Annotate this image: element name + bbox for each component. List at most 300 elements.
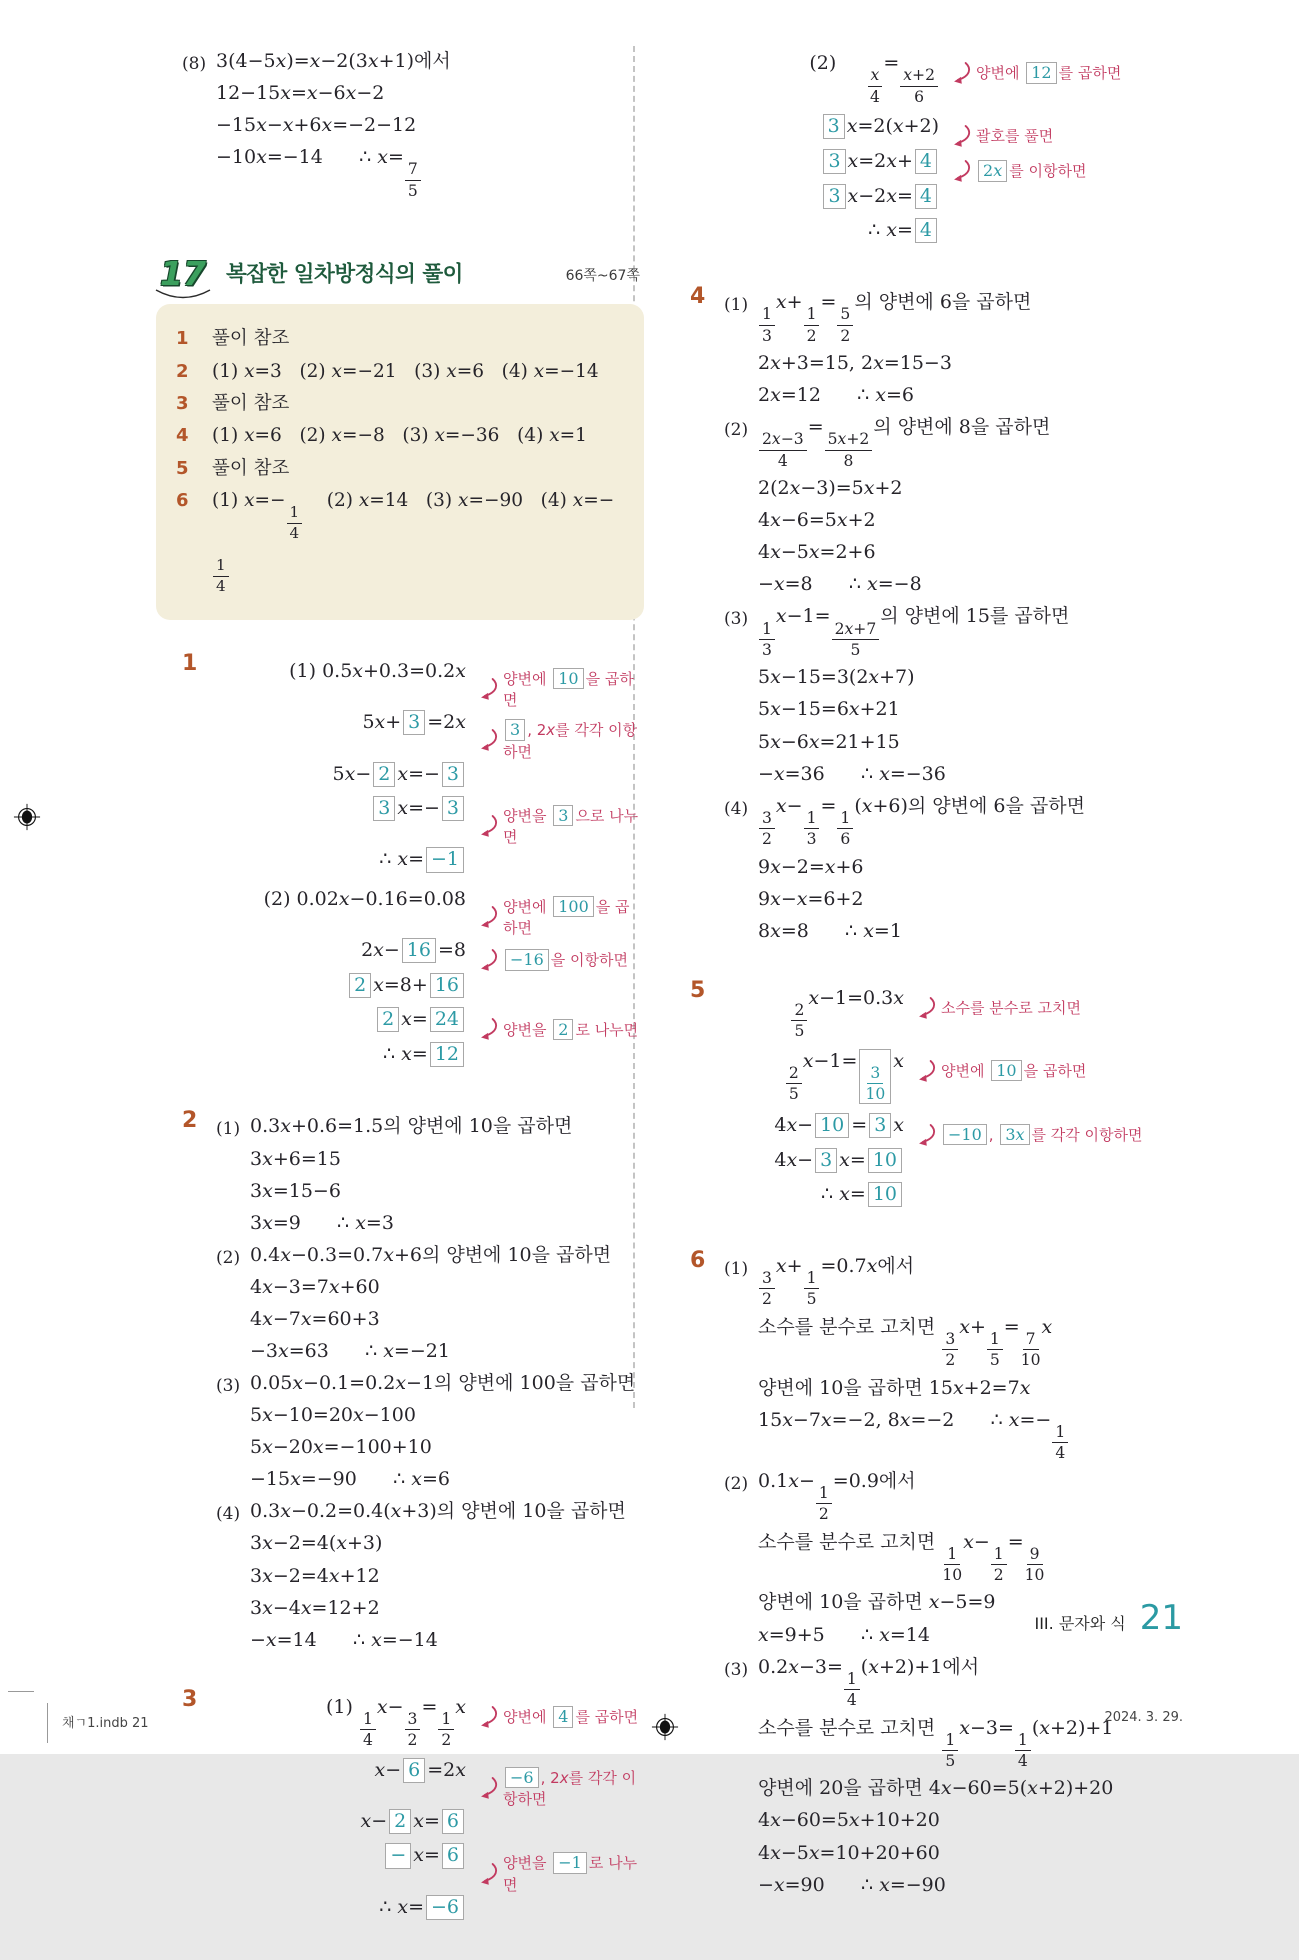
fraction xyxy=(786,1065,802,1103)
item-label: (1) xyxy=(724,295,749,316)
step-annotation xyxy=(916,995,1081,1021)
fraction-numerator: 3 xyxy=(405,1711,421,1730)
equation-line: 4x−5x=10+20+60 xyxy=(758,1841,940,1864)
equation-line: ∴ x= −1 xyxy=(216,847,466,872)
fraction-numerator: 5x+2 xyxy=(825,431,873,450)
fraction-denominator: 6 xyxy=(914,87,925,106)
equation-line: −3x=63 ∴ x=−21 xyxy=(250,1339,450,1362)
annotation-text: 양변에 4 를 곱하면 xyxy=(503,1707,639,1726)
equation-line: −15x=−90 ∴ x=6 xyxy=(250,1468,450,1491)
solution-block xyxy=(724,604,1252,786)
print-file-label: 채ㄱ1.indb 21 xyxy=(62,1716,149,1731)
fraction xyxy=(868,67,883,105)
item-label: (4) xyxy=(724,798,749,819)
curved-arrow-icon xyxy=(478,1016,498,1042)
fraction-numerator: 1 xyxy=(804,1270,820,1289)
boxed-value: 3 xyxy=(373,796,395,821)
equation-line: −x=90 ∴ x=−90 xyxy=(758,1873,946,1896)
curved-arrow-icon xyxy=(478,813,498,839)
fraction-numerator: 1 xyxy=(991,1546,1007,1565)
fraction-numerator: x+2 xyxy=(900,67,938,86)
boxed-value: 3 xyxy=(505,719,525,741)
fraction xyxy=(1052,1424,1068,1462)
item-label: (1) xyxy=(216,1119,241,1140)
unit-header xyxy=(156,254,640,294)
curved-arrow-icon xyxy=(951,60,971,86)
equation-line: 0.1x− $\frac{1}{2}$ =0.9에서 xyxy=(758,1469,916,1524)
boxed-value: 3 xyxy=(403,710,425,735)
equation-line: 소수를 분수로 고치면 $\frac{1}{10}$ x− $\frac{1}{2}$ = $\frac{9}{10}$ xyxy=(758,1530,1045,1585)
annotation-text: −16 을 이항하면 xyxy=(503,949,628,971)
fraction-denominator: 2 xyxy=(762,830,772,849)
left-solutions xyxy=(182,650,640,1934)
annotation-text: 괄호를 풀면 xyxy=(976,127,1054,146)
boxed-value: 16 xyxy=(402,938,436,963)
curved-arrow-icon xyxy=(478,1861,498,1887)
fraction-denominator: 3 xyxy=(762,326,772,345)
answer-number: 6 xyxy=(176,490,189,512)
curved-arrow-icon xyxy=(478,727,498,753)
fraction-numerator: 3 xyxy=(759,1270,775,1289)
answer-text: 풀이 참조 xyxy=(212,392,290,414)
unit-number: 17 xyxy=(160,254,206,294)
solution-block xyxy=(724,290,1252,408)
equation-line: 0.3x+0.6=1.5의 양변에 10을 곱하면 xyxy=(250,1115,573,1138)
fraction xyxy=(1025,1546,1045,1584)
curved-arrow-icon xyxy=(916,995,936,1021)
fraction xyxy=(804,810,820,848)
fraction-denominator: 8 xyxy=(843,451,854,470)
fraction-numerator: 1 xyxy=(759,306,775,325)
fraction-denominator: 5 xyxy=(945,1752,956,1771)
boxed-value: 4 xyxy=(553,1706,573,1728)
curved-arrow-icon xyxy=(916,1122,936,1148)
fraction-numerator: 1 xyxy=(804,306,820,325)
curved-arrow-icon xyxy=(478,947,498,973)
equation-line: 양변에 10을 곱하면 15x+2=7x xyxy=(758,1376,1031,1399)
solution-section xyxy=(182,1107,640,1659)
item-label: (3) xyxy=(216,1376,241,1397)
boxed-value: 6 xyxy=(442,1809,464,1834)
fraction xyxy=(900,67,938,105)
answer-row xyxy=(176,424,624,448)
fraction-numerator: 1 xyxy=(987,1331,1003,1350)
step-annotation xyxy=(478,896,640,939)
fraction-denominator: 5 xyxy=(850,641,861,660)
fraction-numerator: 1 xyxy=(837,810,853,829)
fraction xyxy=(844,1671,860,1709)
equation-line: 3x=9 ∴ x=3 xyxy=(250,1211,394,1234)
solution-step xyxy=(724,149,1252,181)
fraction-denominator: 2 xyxy=(840,326,851,345)
unit-title: 복잡한 일차방정식의 풀이 xyxy=(226,262,463,288)
boxed-value: 2x xyxy=(978,160,1007,182)
curved-arrow-icon xyxy=(478,1775,498,1801)
equation-line: 4x−6=5x+2 xyxy=(758,509,876,532)
fraction-numerator: 1 xyxy=(1052,1424,1068,1443)
answer-row xyxy=(176,327,624,351)
equation-line: 5x+ 3 =2x xyxy=(216,710,466,735)
equation-line: $\frac{3}{2}$ x− $\frac{1}{3}$ = $\frac{1}{6}$ (x+6)의 양변에 6을 곱하면 xyxy=(758,794,1252,848)
boxed-value: 3 xyxy=(869,1113,891,1138)
boxed-value: 3 xyxy=(553,805,573,827)
solution-block xyxy=(724,986,1252,1207)
fraction-numerator: 9 xyxy=(1027,1546,1043,1565)
equation-line: 5x− 2 x=− 3 xyxy=(216,762,466,787)
solution-step xyxy=(216,659,640,710)
equation-line: 9x−2=x+6 xyxy=(758,855,864,878)
solution-section xyxy=(690,1247,1252,1905)
badge-underline-arc-icon xyxy=(154,288,212,302)
fraction xyxy=(759,810,775,848)
boxed-value: 24 xyxy=(430,1007,464,1032)
fraction-numerator: 1 xyxy=(816,1485,832,1504)
equation-line: −x=8 ∴ x=−8 xyxy=(758,573,922,596)
boxed-value: 4 xyxy=(915,218,937,243)
registration-mark-icon xyxy=(13,803,41,835)
equation-line: 8x=8 ∴ x=1 xyxy=(758,919,902,942)
solution-block xyxy=(724,1655,1252,1898)
fraction xyxy=(804,1270,820,1308)
section-body xyxy=(216,650,640,1082)
equation-line: 5x−15=3(2x+7) xyxy=(758,666,915,689)
equation-line: −10x=−14 ∴ x= $\frac{7}{5}$ xyxy=(216,145,640,199)
annotation-text: 양변에 10 을 곱하면 xyxy=(503,668,634,710)
fraction-numerator: 1 xyxy=(804,810,820,829)
equation-line: x− 2 x= 6 xyxy=(216,1809,466,1834)
left-column xyxy=(160,42,640,1960)
fraction-denominator: 2 xyxy=(407,1731,418,1750)
boxed-value: 6 xyxy=(403,1758,425,1783)
step-annotation xyxy=(916,1058,1086,1084)
equation-line: 15x−7x=−2, 8x=−2 ∴ x=− $\frac{1}{4}$ xyxy=(758,1408,1252,1462)
annotation-text: 양변을 3 으로 나누면 xyxy=(503,805,639,847)
step-annotation xyxy=(478,805,640,848)
step-annotation xyxy=(916,1122,1143,1148)
fraction xyxy=(942,1732,958,1770)
equation-line: 3x−2=4(x+3) xyxy=(250,1532,383,1555)
right-column xyxy=(690,42,1252,1931)
step-annotation xyxy=(478,1852,640,1895)
solution-step xyxy=(216,762,640,787)
fraction-numerator: 2x+7 xyxy=(832,621,880,640)
boxed-value: 100 xyxy=(553,896,594,918)
fraction-numerator: 1 xyxy=(213,558,229,577)
section-body xyxy=(216,1686,640,1934)
boxed-value xyxy=(859,1049,891,1104)
item-label: (3) xyxy=(724,609,749,630)
boxed-value: 10 xyxy=(815,1113,849,1138)
section-number: 4 xyxy=(690,284,706,310)
equation-line: 5x−6x=21+15 xyxy=(758,730,900,753)
equation-line: 4x− 3 x= 10 xyxy=(724,1148,904,1173)
equation-line: −x=14 ∴ x=−14 xyxy=(250,1628,438,1651)
solution-block xyxy=(216,659,640,873)
answer-summary-box xyxy=(156,304,644,620)
section-body xyxy=(724,42,1252,257)
annotation-text: 양변을 −1 로 나누면 xyxy=(503,1853,638,1894)
equation-line: 12−15x=x−6x−2 xyxy=(216,82,385,105)
equation-line: ∴ x= 10 xyxy=(724,1182,904,1207)
fraction-denominator: 10 xyxy=(942,1566,963,1585)
equation-line: 5x−15=6x+21 xyxy=(758,698,900,721)
fraction-numerator: 2x−3 xyxy=(759,431,807,450)
fraction-numerator: 1 xyxy=(944,1546,960,1565)
boxed-value: 10 xyxy=(553,668,583,690)
previous-problem-solution xyxy=(182,49,640,199)
solution-block xyxy=(216,1114,640,1235)
curved-arrow-icon xyxy=(478,904,498,930)
answer-number: 4 xyxy=(176,425,189,447)
fraction xyxy=(287,505,303,542)
equation-line: 3x−2=4x+12 xyxy=(250,1564,380,1587)
step-annotation xyxy=(478,668,640,711)
answer-text: (1) x=3 (2) x=−21 (3) x=6 (4) x=−14 xyxy=(212,360,599,382)
solution-block xyxy=(216,1243,640,1364)
fraction-denominator: 5 xyxy=(806,1290,817,1309)
fraction-denominator: 4 xyxy=(1055,1444,1066,1463)
equation-line: 0.3x−0.2=0.4(x+3)의 양변에 10을 곱하면 xyxy=(250,1500,626,1523)
solution-step xyxy=(216,1895,640,1920)
solution-block xyxy=(216,1499,640,1652)
annotation-text: 소수를 분수로 고치면 xyxy=(941,999,1081,1018)
fraction-numerator: 7 xyxy=(1023,1331,1039,1350)
fraction xyxy=(405,1711,421,1749)
fraction xyxy=(865,1065,885,1103)
boxed-value: 3 xyxy=(823,184,845,209)
answer-number: 5 xyxy=(176,457,189,479)
fraction xyxy=(816,1485,832,1523)
equation-line: 3 x=− 3 xyxy=(216,796,466,821)
annotation-text: 양변을 2 로 나누면 xyxy=(503,1019,639,1039)
boxed-value: −6 xyxy=(505,1767,539,1789)
fraction-numerator: 2 xyxy=(786,1065,802,1084)
answer-row xyxy=(176,489,624,595)
equation-line: 3x−4x=12+2 xyxy=(250,1596,380,1619)
section-body xyxy=(724,283,1252,951)
annotation-text: 2x 를 이항하면 xyxy=(976,160,1086,182)
fraction xyxy=(405,161,421,199)
equation-line: (1) $\frac{1}{4}$ x− $\frac{3}{2}$ = $\frac{1}{2}$ x xyxy=(326,1695,466,1750)
fraction xyxy=(832,621,880,659)
curved-arrow-icon xyxy=(478,676,498,702)
fraction xyxy=(825,431,873,469)
answer-row xyxy=(176,457,624,481)
boxed-value: 2 xyxy=(389,1809,411,1834)
solution-step xyxy=(724,986,1252,1040)
equation-line: (2) $\frac{x}{4}$ = $\frac{x+2}{6}$ xyxy=(724,51,939,105)
fraction-denominator: 4 xyxy=(1017,1752,1028,1771)
fraction xyxy=(837,810,853,848)
fraction-numerator: 7 xyxy=(405,161,421,180)
fraction xyxy=(942,1546,962,1584)
boxed-value: 6 xyxy=(442,1843,464,1868)
step-annotation xyxy=(478,947,628,973)
boxed-value: 10 xyxy=(868,1148,902,1173)
boxed-value: 3 xyxy=(815,1148,837,1173)
solution-block xyxy=(216,1695,640,1920)
print-date-label: 2024. 3. 29. xyxy=(1104,1710,1183,1725)
solution-section xyxy=(690,977,1252,1221)
boxed-value: −1 xyxy=(426,847,464,872)
boxed-value: 12 xyxy=(1026,62,1056,84)
solution-section xyxy=(182,650,640,1082)
answer-text: (1) x=− $\frac{1}{4}$ (2) x=14 (3) x=−90 (4) x=− $\frac{1}{4}$ xyxy=(212,490,615,595)
equation-line: 양변에 20을 곱하면 4x−60=5(x+2)+20 xyxy=(758,1777,1114,1800)
fraction xyxy=(213,555,229,595)
fraction xyxy=(1021,1331,1041,1369)
boxed-value: 10 xyxy=(868,1182,902,1207)
fraction-denominator: 2 xyxy=(762,1290,772,1309)
fraction xyxy=(991,1546,1007,1584)
section-number xyxy=(690,42,724,257)
equation-line: $\frac{3}{2}$ x+ $\frac{1}{5}$ =0.7x에서 xyxy=(758,1254,1252,1308)
boxed-value: 3 xyxy=(823,114,845,139)
solution-step xyxy=(216,1843,640,1894)
unit-page-range: 66쪽~67쪽 xyxy=(565,268,640,285)
section-body xyxy=(216,1107,640,1659)
equation-line: (1) 0.5x+0.3=0.2x xyxy=(289,659,466,682)
equation-line: −x=36 ∴ x=−36 xyxy=(758,762,946,785)
boxed-value: −1 xyxy=(553,1852,587,1874)
fraction-denominator: 2 xyxy=(441,1731,452,1750)
step-annotation xyxy=(478,1704,638,1730)
solution-step xyxy=(216,1809,640,1834)
answer-number: 3 xyxy=(176,392,189,414)
fraction-denominator: 5 xyxy=(989,1351,1000,1370)
fraction-denominator: 2 xyxy=(945,1351,956,1370)
boxed-value: 2 xyxy=(553,1019,573,1041)
answer-text: (1) x=6 (2) x=−8 (3) x=−36 (4) x=1 xyxy=(212,425,587,447)
solution-step xyxy=(216,1695,640,1749)
equation-line: $\frac{1}{3}$ x−1= $\frac{2x+7}{5}$ 의 양변에 15를 곱하면 xyxy=(758,604,1252,658)
boxed-value: 2 xyxy=(373,762,395,787)
page-number: 21 xyxy=(1139,1598,1183,1638)
fraction xyxy=(987,1331,1003,1369)
section-number: 3 xyxy=(182,1686,198,1712)
section-number: 5 xyxy=(690,977,706,1003)
boxed-value: −10 xyxy=(943,1124,987,1146)
fraction-numerator: 1 xyxy=(759,621,775,640)
equation-line: 9x−x=6+2 xyxy=(758,887,864,910)
fraction-numerator: 1 xyxy=(844,1671,860,1690)
step-annotation xyxy=(478,719,640,762)
equation-line: 2x− 16 =8 xyxy=(216,938,466,963)
solution-step xyxy=(216,847,640,872)
fraction-numerator: 3 xyxy=(867,1065,883,1084)
equation-line: 2 x= 24 xyxy=(216,1007,466,1032)
fraction-denominator: 10 xyxy=(1024,1566,1045,1585)
fraction-denominator: 5 xyxy=(794,1022,805,1041)
equation-line: 0.05x−0.1=0.2x−1의 양변에 100을 곱하면 xyxy=(250,1372,636,1395)
fraction-denominator: 4 xyxy=(846,1691,857,1710)
boxed-value: −6 xyxy=(426,1895,464,1920)
fraction xyxy=(942,1331,958,1369)
boxed-value: 4 xyxy=(915,149,937,174)
section-body xyxy=(724,1247,1252,1905)
annotation-text: −10 , 3x 를 각각 이항하면 xyxy=(941,1124,1143,1146)
curved-arrow-icon xyxy=(478,1704,498,1730)
fraction xyxy=(759,431,807,469)
boxed-value: −16 xyxy=(505,949,549,971)
fraction-denominator: 10 xyxy=(865,1085,886,1104)
solution-block xyxy=(724,1254,1252,1462)
item-label: (2) xyxy=(724,1473,749,1494)
step-annotation xyxy=(951,158,1086,184)
fraction xyxy=(759,306,775,344)
solution-block xyxy=(216,1371,640,1492)
curved-arrow-icon xyxy=(916,1058,936,1084)
boxed-value: 10 xyxy=(991,1060,1021,1082)
fraction-numerator: 1 xyxy=(438,1711,454,1730)
equation-line: (2) 0.02x−0.16=0.08 xyxy=(263,887,466,910)
equation-line: 4x−7x=60+3 xyxy=(250,1307,380,1330)
section-body xyxy=(724,977,1252,1221)
fraction-numerator: 1 xyxy=(1015,1732,1031,1751)
answer-row xyxy=(176,360,624,384)
equation-line: 5x−20x=−100+10 xyxy=(250,1436,432,1459)
boxed-value: − xyxy=(385,1843,411,1868)
fraction-numerator: 2 xyxy=(791,1002,807,1021)
fraction-denominator: 2 xyxy=(993,1566,1004,1585)
equation-line: ∴ x= 4 xyxy=(724,218,939,243)
solution-step xyxy=(216,710,640,761)
annotation-text: 양변에 12 를 곱하면 xyxy=(976,63,1122,83)
boxed-value: 3 xyxy=(442,796,464,821)
equation-line: 3x=15−6 xyxy=(250,1179,341,1202)
equation-line: $\frac{2}{5}$ x−1=0.3x xyxy=(724,986,904,1040)
solution-step xyxy=(216,973,640,998)
chapter-label: III. 문자와 식 xyxy=(1034,1614,1126,1633)
fraction xyxy=(791,1002,807,1040)
boxed-value: 4 xyxy=(915,184,937,209)
print-crop-line xyxy=(47,1703,48,1743)
item-label: (8) xyxy=(182,54,207,74)
solution-step xyxy=(724,1148,1252,1173)
equation-line: 3 x−2x= 4 xyxy=(724,184,939,209)
section-number: 1 xyxy=(182,650,198,676)
equation-line: 소수를 분수로 고치면 $\frac{1}{5}$ x−3= $\frac{1}{4}$ (x+2)+1 xyxy=(758,1716,1114,1771)
boxed-value: 2 xyxy=(349,973,371,998)
fraction xyxy=(837,306,853,344)
equation-line: 3 x=2x+ 4 xyxy=(724,149,939,174)
step-annotation xyxy=(478,1016,638,1042)
equation-line: 5x−10=20x−100 xyxy=(250,1404,416,1427)
boxed-value: 3 xyxy=(823,149,845,174)
equation-line: 4x− 10 = 3 x xyxy=(724,1113,904,1138)
fraction-denominator: 4 xyxy=(869,87,880,106)
solution-step xyxy=(216,938,640,970)
solution-step xyxy=(216,1042,640,1067)
solution-step xyxy=(724,218,1252,243)
solution-step xyxy=(216,1007,640,1039)
fraction-denominator: 10 xyxy=(1020,1351,1041,1370)
boxed-value: 3 xyxy=(442,762,464,787)
solution-block xyxy=(724,51,1252,243)
fraction xyxy=(360,1711,376,1749)
solution-step xyxy=(216,1758,640,1809)
fraction-denominator: 5 xyxy=(788,1085,799,1104)
equation-line: 3 x=2(x+2) xyxy=(724,114,939,139)
fraction-denominator: 4 xyxy=(216,576,226,595)
fraction-numerator: 5 xyxy=(837,306,853,325)
fraction-numerator: 1 xyxy=(360,1711,376,1730)
fraction-denominator: 6 xyxy=(840,830,851,849)
solution-step xyxy=(216,887,640,938)
print-crop-line xyxy=(8,1691,34,1692)
fraction-denominator: 4 xyxy=(289,524,300,542)
boxed-value: 3x xyxy=(1000,1124,1029,1146)
